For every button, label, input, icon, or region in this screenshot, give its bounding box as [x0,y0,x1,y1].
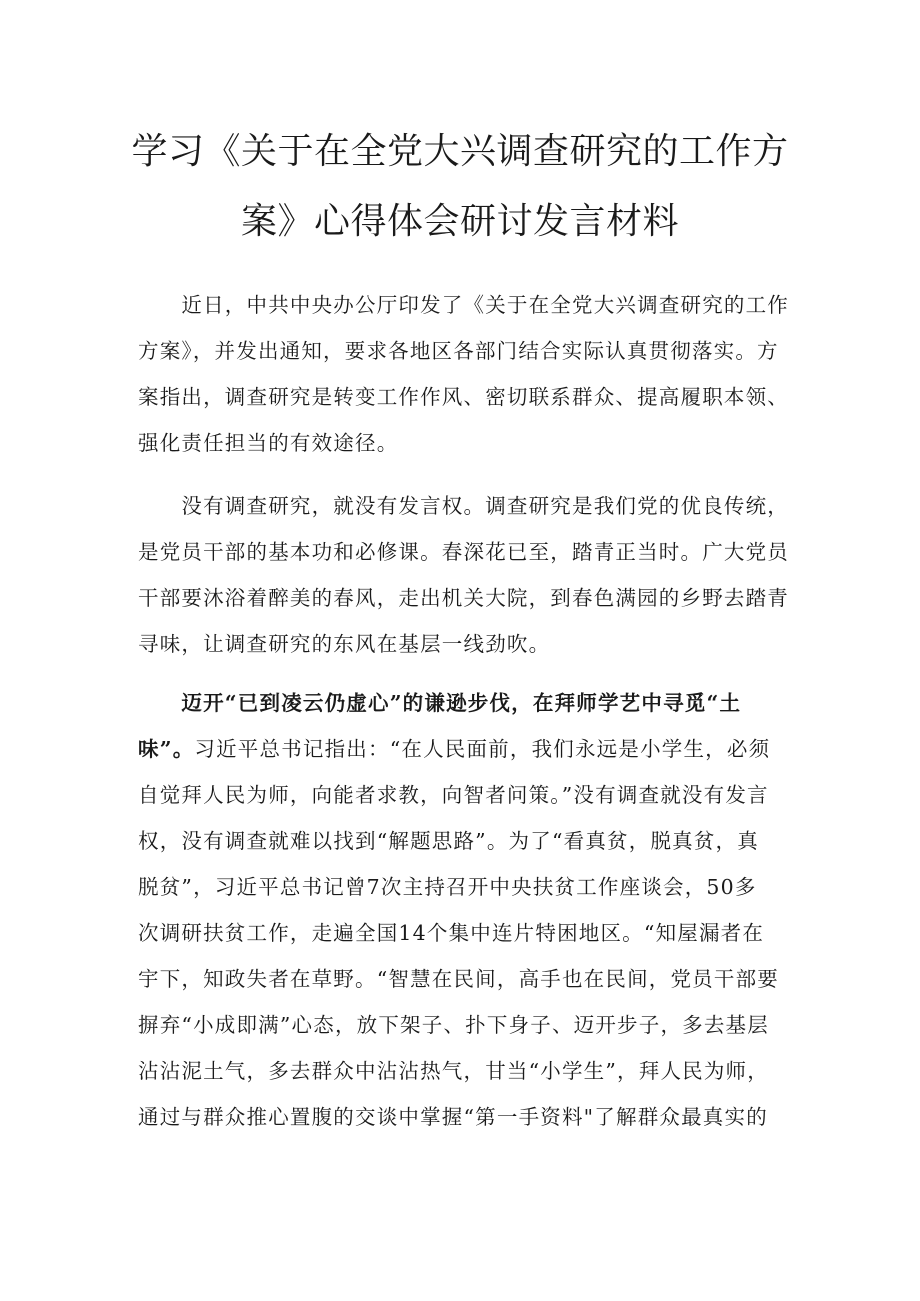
paragraph-line: 沾沾泥土气，多去群众中沾沾热气，甘当“小学生”，拜人民为师， [138,1059,769,1083]
document-title-line-2: 案》心得体会研讨发言材料 [240,201,679,242]
paragraph-line [138,726,798,772]
paragraph-line: 没有调查研究，就没有发言权。调查研究是我们党的优良传统， [138,494,789,518]
paragraph-line: 宇下，知政失者在草野。“智慧在民间，高手也在民间，党员干部要 [138,967,779,991]
paragraph-2 [138,483,798,667]
paragraph-1 [138,282,798,466]
paragraph-line: 自觉拜人民为师，向能者求教，向智者问策。”没有调查就没有发言 [138,783,769,807]
paragraph-line: 是党员干部的基本功和必修课。春深花已至，踏青正当时。广大党员 [138,540,789,564]
paragraph-line: 近日，中共中央办公厅印发了《关于在全党大兴调查研究的工作 [138,293,789,317]
paragraph-line: 案指出，调查研究是转变工作作风、密切联系群众、提高履职本领、 [138,385,789,409]
document-title-line-1: 学习《关于在全党大兴调查研究的工作方 [131,131,789,172]
paragraph-heading-end: 味”。 [138,737,195,761]
paragraph-3 [138,680,798,1140]
paragraph-line: 寻味，让调查研究的东风在基层一线劲吹。 [138,632,551,656]
paragraph-line: 次调研扶贫工作，走遍全国14个集中连片特困地区。“知屋漏者在 [138,921,765,945]
paragraph-line: 强化责任担当的有效途径。 [138,431,399,455]
paragraph-line: 权，没有调查就难以找到“解题思路”。为了“看真贫，脱真贫，真 [138,829,759,853]
paragraph-line-rest: 习近平总书记指出：“在人民面前，我们永远是小学生，必须 [194,737,771,761]
paragraph-line: 方案》，并发出通知，要求各地区各部门结合实际认真贯彻落实。方 [138,339,779,363]
paragraph-line: 干部要沐浴着醉美的春风，走出机关大院，到春色满园的乡野去踏青 [138,586,789,610]
paragraph-line: 通过与群众推心置腹的交谈中掌握“第一手资料"了解群众最真实的 [138,1105,768,1129]
paragraph-line: 摒弃“小成即满”心态，放下架子、扑下身子、迈开步子，多去基层 [138,1013,769,1037]
paragraph-heading-line: 迈开“已到凌云仍虚心”的谦逊步伐，在拜师学艺中寻觅“土 [138,691,742,715]
paragraph-line: 脱贫”，习近平总书记曾7次主持召开中央扶贫工作座谈会，50多 [138,875,757,899]
